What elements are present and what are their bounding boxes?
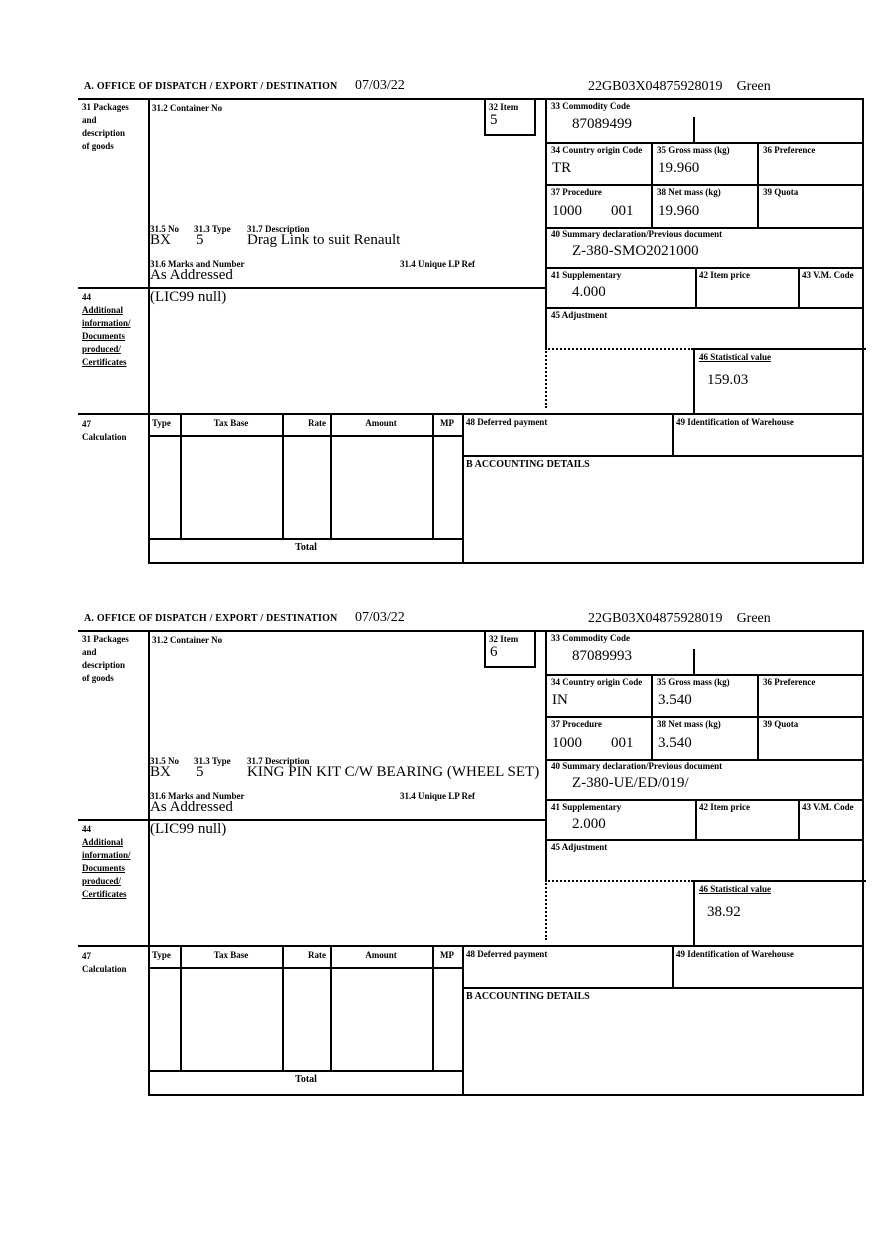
additional-information-value: (LIC99 null) [150,821,227,837]
rule [757,674,759,759]
box34-country-origin-label: 34 Country origin Code [551,677,643,687]
box49-warehouse-label: 49 Identification of Warehouse [676,949,794,959]
rule [695,799,697,839]
box37-procedure-label: 37 Procedure [551,719,602,729]
total-label: Total [295,542,317,553]
rule-box48-49-divider [672,413,674,455]
box44-label: 44 Additional information/ Documents produced/ Certificates [82,292,131,367]
rule [330,945,332,1070]
country-origin-value: TR [552,160,572,176]
supplementary-units-value: 2.000 [572,816,606,832]
rule [282,413,284,538]
box43-vm-code-label: 43 V.M. Code [802,802,854,812]
rule-dotted-horizontal [545,348,693,350]
box31-label: 31 Packages and description of goods [82,102,129,151]
box31-6-marks-label: 31.6 Marks and Number [150,259,245,269]
rule-dotted-horizontal [545,880,693,882]
box31-4-unique-lp-ref-label: 31.4 Unique LP Ref [400,791,476,801]
box33-commodity-code-label: 33 Commodity Code [551,633,630,643]
total-label: Total [295,1074,317,1085]
rule-accounting-top [462,987,864,989]
column-header-amount: Amount [365,418,397,428]
rule [695,267,697,307]
rule [180,945,182,1070]
column-header-rate: Rate [308,418,326,428]
rule [651,142,653,227]
box32-item-label: 32 Item [489,102,519,112]
package-kind-value: BX [150,764,171,780]
rule [545,142,864,144]
marks-and-numbers-value: As Addressed [150,799,233,815]
box31-5-no-label: 31.5 No [150,756,179,766]
rule-dotted-vertical [545,348,547,408]
rule-left-column [148,630,150,1096]
box31-4-unique-lp-ref-label: 31.4 Unique LP Ref [400,259,476,269]
rule-goods-right [545,98,547,348]
box34-country-origin-label: 34 Country origin Code [551,145,643,155]
routing-status: Green [736,79,771,94]
box42-item-price-label: 42 Item price [699,270,750,280]
rule [432,945,434,1070]
rule-goods-right [545,630,547,880]
statistical-value: 38.92 [707,904,741,920]
commodity-code-value: 87089993 [572,648,632,664]
column-header-type: Type [152,418,171,428]
column-header-mp: MP [440,418,454,428]
rule [545,184,864,186]
declaration-date: 07/03/22 [355,78,405,93]
column-header-amount: Amount [365,950,397,960]
item-block-5 [78,78,864,564]
rule [757,142,759,227]
office-of-dispatch-header: A. OFFICE OF DISPATCH / EXPORT / DESTINATION [84,613,338,624]
box41-supplementary-label: 41 Supplementary [551,270,622,280]
box31-2-container-no-label: 31.2 Container No [152,103,223,113]
rule [282,945,284,1070]
box31-3-type-label: 31.3 Type [194,224,231,234]
box39-quota-label: 39 Quota [763,187,799,197]
box31-label: 31 Packages and description of goods [82,634,129,683]
box41-supplementary-label: 41 Supplementary [551,802,622,812]
rule [180,413,182,538]
procedure-code-2-value: 001 [611,735,634,751]
net-mass-value: 3.540 [658,735,692,751]
box33-commodity-code-label: 33 Commodity Code [551,101,630,111]
box31-7-description-label: 31.7 Description [247,224,310,234]
entry-number: 22GB03X04875928019 [588,79,723,94]
office-of-dispatch-header: A. OFFICE OF DISPATCH / EXPORT / DESTINATION [84,81,338,92]
supplementary-units-value: 4.000 [572,284,606,300]
gross-mass-value: 19.960 [658,160,700,176]
goods-description-value: Drag Link to suit Renault [247,232,401,248]
rule-right-edge [862,98,864,564]
box40-summary-declaration-label: 40 Summary declaration/Previous document [551,229,723,239]
rule-bottom [148,1094,864,1096]
rule [330,413,332,538]
gross-mass-value: 3.540 [658,692,692,708]
column-header-tax-base: Tax Base [213,418,249,428]
rule [545,307,864,309]
box32-item-label: 32 Item [489,634,519,644]
rule [432,413,434,538]
entry-number: 22GB03X04875928019 [588,611,723,626]
statistical-value: 159.03 [707,372,749,388]
rule-box44-top [78,287,547,289]
rule-table-header-bottom [148,967,464,969]
box32-item [484,630,536,668]
procedure-code-value: 1000 [552,735,582,751]
box48-deferred-payment-label: 48 Deferred payment [466,417,548,427]
rule-commodity-split [693,649,695,674]
item-block-6 [78,610,864,1096]
rule [545,799,864,801]
routing-status: Green [736,611,771,626]
rule-table-header-bottom [148,435,464,437]
rule-top [78,630,864,632]
box39-quota-label: 39 Quota [763,719,799,729]
declaration-reference [588,79,771,95]
box35-gross-mass-label: 35 Gross mass (kg) [657,677,730,687]
country-origin-value: IN [552,692,568,708]
box47-calculation-label: 47 Calculation [82,419,127,442]
box45-adjustment-label: 45 Adjustment [551,310,608,320]
marks-and-numbers-value: As Addressed [150,267,233,283]
additional-information-value: (LIC99 null) [150,289,227,305]
item-number-value: 5 [490,112,498,128]
summary-declaration-value: Z-380-UE/ED/019/ [572,775,689,791]
rule [798,799,800,839]
box49-warehouse-label: 49 Identification of Warehouse [676,417,794,427]
commodity-code-value: 87089499 [572,116,632,132]
rule [545,716,864,718]
accounting-details-label: B ACCOUNTING DETAILS [466,991,590,1002]
box36-preference-label: 36 Preference [763,145,816,155]
summary-declaration-value: Z-380-SMO2021000 [572,243,699,259]
rule-right-edge [862,630,864,1096]
column-header-type: Type [152,950,171,960]
rule [651,674,653,759]
box31-2-container-no-label: 31.2 Container No [152,635,223,645]
column-header-mp: MP [440,950,454,960]
accounting-details-label: B ACCOUNTING DETAILS [466,459,590,470]
rule-bottom [148,562,864,564]
box43-vm-code-label: 43 V.M. Code [802,270,854,280]
box31-6-marks-label: 31.6 Marks and Number [150,791,245,801]
item-number-value: 6 [490,644,498,660]
rule [798,267,800,307]
procedure-code-2-value: 001 [611,203,634,219]
column-header-rate: Rate [308,950,326,960]
box46-statistical-value-label: 46 Statistical value [699,884,771,894]
box47-calculation-label: 47 Calculation [82,951,127,974]
box35-gross-mass-label: 35 Gross mass (kg) [657,145,730,155]
procedure-code-value: 1000 [552,203,582,219]
box32-item [484,98,536,136]
box44-label: 44 Additional information/ Documents produced/ Certificates [82,824,131,899]
box42-item-price-label: 42 Item price [699,802,750,812]
declaration-reference [588,611,771,627]
box38-net-mass-label: 38 Net mass (kg) [657,187,721,197]
box48-deferred-payment-label: 48 Deferred payment [466,949,548,959]
net-mass-value: 19.960 [658,203,700,219]
package-count-value: 5 [196,764,204,780]
declaration-date: 07/03/22 [355,610,405,625]
rule-commodity-split [693,117,695,142]
box36-preference-label: 36 Preference [763,677,816,687]
package-count-value: 5 [196,232,204,248]
rule-dotted-vertical [545,880,547,940]
package-kind-value: BX [150,232,171,248]
rule-table-body-bottom [148,538,464,540]
column-header-tax-base: Tax Base [213,950,249,960]
box31-7-description-label: 31.7 Description [247,756,310,766]
rule [545,839,864,841]
rule [545,674,864,676]
rule-box44-top [78,819,547,821]
goods-description-value: KING PIN KIT C/W BEARING (WHEEL SET) [247,764,540,780]
box38-net-mass-label: 38 Net mass (kg) [657,719,721,729]
box46-statistical-value-label: 46 Statistical value [699,352,771,362]
rule-left-column [148,98,150,564]
rule-table-body-bottom [148,1070,464,1072]
box37-procedure-label: 37 Procedure [551,187,602,197]
rule-accounting-top [462,455,864,457]
box31-5-no-label: 31.5 No [150,224,179,234]
box40-summary-declaration-label: 40 Summary declaration/Previous document [551,761,723,771]
rule-box48-49-divider [672,945,674,987]
rule [545,267,864,269]
rule-top [78,98,864,100]
box45-adjustment-label: 45 Adjustment [551,842,608,852]
box31-3-type-label: 31.3 Type [194,756,231,766]
